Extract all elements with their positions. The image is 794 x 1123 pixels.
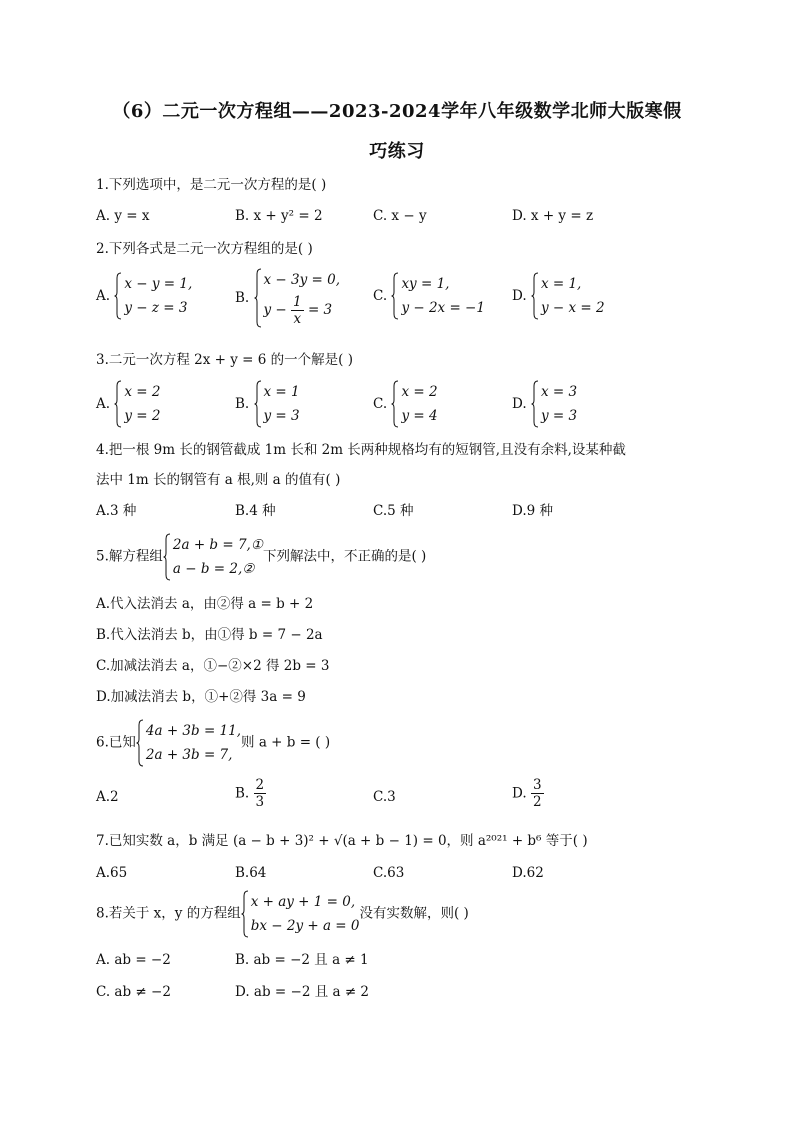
equation-line: x − 3y = 0, xyxy=(263,272,341,288)
question-6-options xyxy=(96,777,736,817)
equation-system xyxy=(163,533,263,581)
question-5-option-a[interactable]: A.代入法消去 a，由②得 a = b + 2 xyxy=(96,596,314,612)
brace-icon xyxy=(136,719,144,767)
page-title-line2: 巧练习 xyxy=(369,141,425,162)
question-6-option-b[interactable] xyxy=(235,777,266,810)
question-5-stem xyxy=(96,531,426,582)
fraction-numerator: 1 xyxy=(293,294,302,310)
equation-line: y = 3 xyxy=(540,408,578,424)
question-4-options xyxy=(96,501,736,521)
brace-icon xyxy=(531,380,539,428)
question-5-stem-pre: 5.解方程组 xyxy=(96,548,163,565)
question-4-option-d[interactable]: D.9 种 xyxy=(512,503,554,519)
option-label: A. xyxy=(96,396,111,412)
equation-line: y = 4 xyxy=(401,408,438,424)
equation-part: y − xyxy=(263,302,287,318)
question-6-option-d[interactable] xyxy=(512,777,544,810)
equation-line xyxy=(264,292,341,328)
brace-icon xyxy=(114,380,122,428)
equation-line: y = 3 xyxy=(263,408,300,424)
equation-line: y = 2 xyxy=(124,408,161,424)
brace-icon xyxy=(163,533,171,581)
option-label: B. xyxy=(235,785,250,802)
equation-line: xy = 1, xyxy=(401,276,450,292)
equation-line: y − x = 2 xyxy=(540,300,605,316)
equation-line: 2a + 3b = 7, xyxy=(145,746,233,763)
question-7-option-a[interactable]: A.65 xyxy=(96,865,128,881)
equation-system xyxy=(391,380,437,428)
option-label: D. xyxy=(512,396,527,412)
question-6-stem-post: 则 a + b = ( ) xyxy=(241,734,331,751)
equation-system xyxy=(136,719,241,767)
page-title-line1: （6）二元一次方程组——2023-2024学年八年级数学北师大版寒假 xyxy=(112,101,682,122)
question-3-option-c[interactable] xyxy=(373,380,438,428)
option-label: B. xyxy=(235,290,250,306)
option-label: A. xyxy=(96,288,111,304)
question-4-option-a[interactable]: A.3 种 xyxy=(96,503,137,519)
equation-system xyxy=(241,890,360,938)
question-8-option-c[interactable]: C. ab ≠ −2 xyxy=(96,984,171,1000)
equation-line: x = 3 xyxy=(540,384,578,400)
question-7-stem: 7.已知实数 a，b 满足 (a − b + 3)² + √(a + b − 1) = 0，则 a²⁰²¹ + b⁶ 等于( ) xyxy=(96,833,588,849)
question-6-option-a[interactable]: A.2 xyxy=(96,789,119,805)
fraction xyxy=(291,294,304,327)
equation-system xyxy=(114,380,160,428)
question-8-stem-post: 没有实数解，则( ) xyxy=(359,905,469,922)
question-1-option-c[interactable]: C. x − y xyxy=(373,208,427,224)
question-1-option-d[interactable]: D. x + y = z xyxy=(512,208,594,224)
question-7-option-b[interactable]: B.64 xyxy=(235,865,267,881)
option-label: D. xyxy=(512,288,527,304)
question-4-stem-line2: 法中 1m 长的钢管有 a 根,则 a 的值有( ) xyxy=(96,472,341,488)
equation-line: x = 2 xyxy=(401,384,438,400)
brace-icon xyxy=(391,272,399,320)
option-label: C. xyxy=(373,288,388,304)
question-5-stem-post: 下列解法中，不正确的是( ) xyxy=(262,548,427,565)
question-8-stem xyxy=(96,888,469,939)
question-8-stem-pre: 8.若关于 x，y 的方程组 xyxy=(96,905,241,922)
equation-system xyxy=(531,380,577,428)
question-5-option-c[interactable]: C.加减法消去 a，①−②×2 得 2b = 3 xyxy=(96,658,330,674)
question-5-option-b[interactable]: B.代入法消去 b，由①得 b = 7 − 2a xyxy=(96,627,323,643)
question-8-option-d[interactable]: D. ab = −2 且 a ≠ 2 xyxy=(235,984,370,1000)
question-4-stem-line1: 4.把一根 9m 长的钢管截成 1m 长和 2m 长两种规格均有的短钢管,且没有余料,设某种截 xyxy=(96,442,626,458)
brace-icon xyxy=(391,380,399,428)
equation-system xyxy=(531,272,605,320)
brace-icon xyxy=(531,272,539,320)
question-1-option-a[interactable]: A. y = x xyxy=(96,208,150,224)
question-3-option-b[interactable] xyxy=(235,380,300,428)
option-label: D. xyxy=(512,785,527,802)
equation-line: 4a + 3b = 11, xyxy=(145,722,242,739)
option-label: B. xyxy=(235,396,250,412)
equation-system xyxy=(114,272,192,320)
question-7-option-d[interactable]: D.62 xyxy=(512,865,544,881)
equation-system xyxy=(391,272,485,320)
question-6-option-c[interactable]: C.3 xyxy=(373,789,396,805)
question-7-options xyxy=(96,863,736,883)
brace-icon xyxy=(241,890,249,938)
question-1-options xyxy=(96,206,736,226)
equation-line: x + ay + 1 = 0, xyxy=(250,893,356,910)
equation-line: x − y = 1, xyxy=(124,276,193,292)
equation-line: x = 1 xyxy=(263,384,300,400)
fraction-numerator: 2 xyxy=(255,777,265,793)
fraction-denominator: x xyxy=(293,311,302,327)
equation-line: x = 2 xyxy=(124,384,161,400)
question-8-option-a[interactable]: A. ab = −2 xyxy=(96,952,171,968)
equation-line: 2a + b = 7,① xyxy=(172,536,263,553)
question-3-stem: 3.二元一次方程 2x + y = 6 的一个解是( ) xyxy=(96,352,353,368)
question-2-option-b[interactable] xyxy=(235,268,340,328)
question-5-option-d[interactable]: D.加减法消去 b，①+②得 3a = 9 xyxy=(96,689,306,705)
question-6-stem-pre: 6.已知 xyxy=(96,734,136,751)
equation-line: y − 2x = −1 xyxy=(401,300,485,316)
equation-line: bx − 2y + a = 0 xyxy=(250,917,360,934)
question-3-option-a[interactable] xyxy=(96,380,160,428)
question-1-stem: 1.下列选项中，是二元一次方程的是( ) xyxy=(96,177,327,193)
question-2-stem: 2.下列各式是二元一次方程组的是( ) xyxy=(96,241,313,257)
question-6-stem xyxy=(96,717,330,768)
question-2-option-c[interactable] xyxy=(373,272,485,320)
question-8-options-row2 xyxy=(96,982,736,1002)
question-2-options xyxy=(96,268,736,338)
fraction xyxy=(254,777,267,810)
question-2-option-d[interactable] xyxy=(512,272,605,320)
question-4-option-b[interactable]: B.4 种 xyxy=(235,503,276,519)
fraction-denominator: 3 xyxy=(255,794,265,810)
fraction-numerator: 3 xyxy=(532,777,542,793)
equation-line: a − b = 2,② xyxy=(172,560,255,577)
question-7-option-c[interactable]: C.63 xyxy=(373,865,405,881)
question-3-options xyxy=(96,380,736,430)
equation-line: y − z = 3 xyxy=(124,300,188,316)
question-2-option-a[interactable] xyxy=(96,272,192,320)
equation-line: x = 1, xyxy=(540,276,582,292)
equation-system xyxy=(254,268,341,328)
fraction xyxy=(531,777,544,810)
option-label: C. xyxy=(373,396,388,412)
question-8-options-row1 xyxy=(96,950,736,970)
equation-part: = 3 xyxy=(307,302,333,318)
brace-icon xyxy=(254,268,262,328)
brace-icon xyxy=(114,272,122,320)
question-8-option-b[interactable]: B. ab = −2 且 a ≠ 1 xyxy=(235,952,369,968)
brace-icon xyxy=(254,380,262,428)
fraction-denominator: 2 xyxy=(532,794,542,810)
question-4-option-c[interactable]: C.5 种 xyxy=(373,503,414,519)
question-1-option-b[interactable]: B. x + y² = 2 xyxy=(235,208,323,224)
question-3-option-d[interactable] xyxy=(512,380,577,428)
equation-system xyxy=(254,380,300,428)
